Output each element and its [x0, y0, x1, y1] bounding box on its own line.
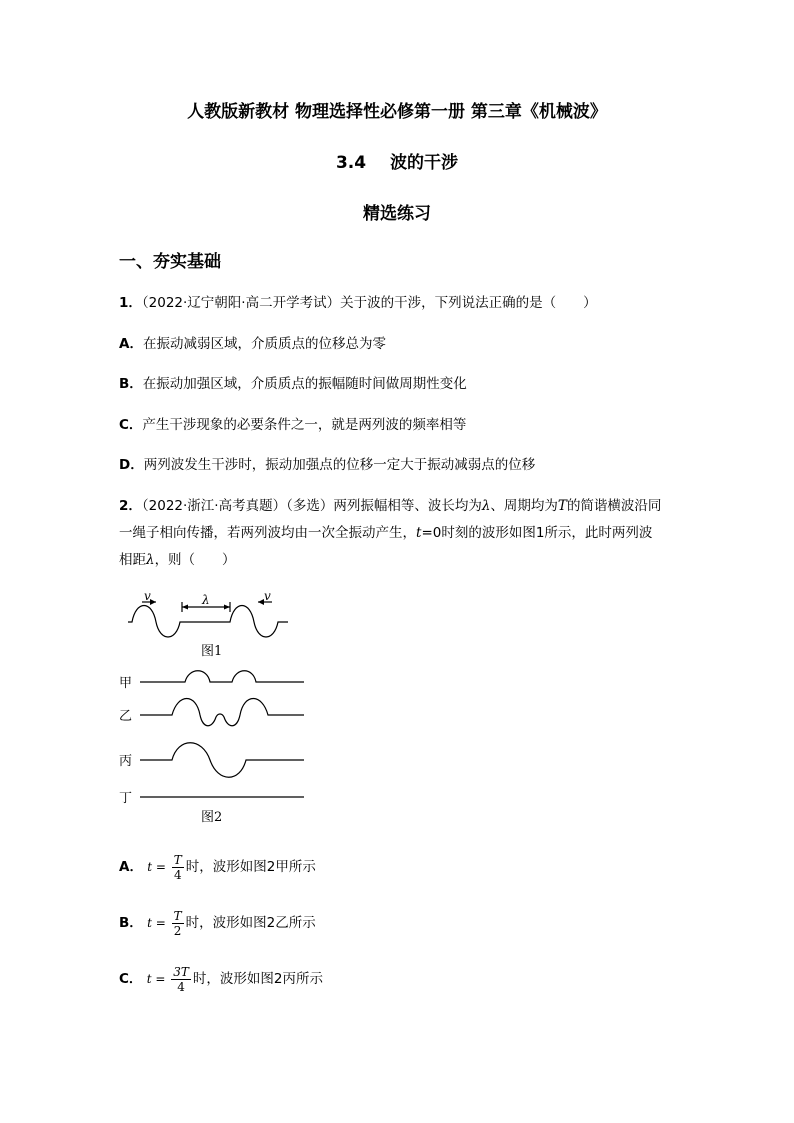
question-text: （2022·浙江·高考真题）（多选）两列振幅相等、波长均为 — [141, 498, 482, 514]
wave-figure — [110, 585, 320, 830]
fraction-denominator: 4 — [177, 979, 185, 994]
section-name: 波的干涉 — [390, 153, 459, 173]
q1-option-c — [119, 412, 466, 439]
row-label-bing: 丙 — [119, 754, 133, 769]
arrowhead-icon — [182, 605, 188, 610]
option-text: 在振动加强区域，介质质点的振幅随时间做周期性变化 — [142, 376, 467, 392]
fig1-caption: 图1 — [201, 644, 223, 659]
row-label-yi: 乙 — [119, 709, 133, 724]
option-letter: A． — [119, 336, 143, 352]
arrowhead-icon — [150, 599, 156, 605]
question-2-line-2 — [119, 520, 652, 547]
fraction-denominator: 2 — [173, 923, 182, 938]
fig2-row-yi — [140, 699, 304, 726]
option-letter: B． — [119, 376, 143, 392]
question-text: 的简谐横波沿同 — [566, 498, 662, 514]
section-heading — [0, 148, 794, 173]
section-number: 3.4 — [335, 153, 367, 173]
q2-option-a — [119, 850, 316, 884]
page-subtitle: 精选练习 — [363, 204, 431, 224]
equals-sign: = — [151, 972, 170, 986]
q2-option-b — [119, 906, 316, 940]
option-text: 产生干涉现象的必要条件之一，就是两列波的频率相等 — [142, 417, 467, 433]
question-text: 一绳子相向传播，若两列波均由一次全振动产生， — [119, 525, 416, 541]
fig1-wave — [128, 606, 288, 638]
fraction-numerator: T — [173, 852, 182, 867]
fraction-numerator: 3T — [173, 964, 189, 979]
fraction — [172, 853, 184, 882]
option-letter: C． — [119, 417, 143, 433]
fig1-v-right: v — [264, 589, 271, 603]
question-text: 相距 — [119, 552, 146, 568]
lambda-symbol: λ — [481, 498, 491, 514]
question-2-line-3 — [119, 547, 236, 574]
row-label-ding: 丁 — [119, 791, 133, 806]
time-symbol: t — [147, 860, 153, 874]
fig2-row-jia — [140, 671, 304, 682]
question-number: 2． — [119, 498, 142, 514]
option-letter: A． — [119, 859, 143, 875]
option-text: 在振动减弱区域，介质质点的位移总为零 — [142, 336, 386, 352]
fraction-numerator: T — [173, 908, 182, 923]
period-symbol: T — [557, 498, 567, 514]
lambda-symbol: λ — [146, 552, 155, 568]
row-label-jia: 甲 — [119, 676, 133, 691]
option-text: 时，波形如图2丙所示 — [192, 971, 323, 987]
question-stem: （2022·辽宁朝阳·高二开学考试）关于波的干涉，下列说法正确的是（ ） — [141, 295, 597, 311]
option-letter: D． — [119, 457, 144, 473]
time-symbol: t — [147, 916, 152, 930]
q2-option-c — [119, 962, 323, 996]
question-text: 、周期均为 — [490, 498, 558, 514]
fraction-denominator: 4 — [173, 867, 182, 882]
option-text: 两列波发生干涉时，振动加强点的位移一定大于振动减弱点的位移 — [143, 457, 536, 473]
equals-sign: = — [152, 860, 170, 874]
option-text: 时，波形如图2乙所示 — [185, 915, 316, 931]
fig1-lambda: λ — [202, 593, 210, 607]
q1-option-a — [119, 331, 386, 358]
time-symbol: t — [146, 972, 152, 986]
option-letter: C． — [119, 971, 143, 987]
fraction — [171, 965, 191, 994]
option-text: 时，波形如图2甲所示 — [185, 859, 316, 875]
arrowhead-icon — [224, 605, 230, 610]
q1-option-b — [119, 371, 467, 398]
option-letter: B． — [119, 915, 143, 931]
question-number: 1． — [119, 295, 142, 311]
question-2-line-1 — [119, 493, 661, 520]
question-text: =0时刻的波形如图1所示，此时两列波 — [421, 525, 653, 541]
question-1 — [119, 290, 597, 317]
equals-sign: = — [151, 916, 170, 930]
fig2-row-bing — [140, 743, 304, 778]
q1-option-d — [119, 452, 535, 479]
page-title: 人教版新教材 物理选择性必修第一册 第三章《机械波》 — [187, 102, 607, 122]
fig1-v-left: v — [144, 589, 151, 603]
time-symbol: t — [416, 525, 422, 541]
part-heading: 一、夯实基础 — [119, 252, 221, 272]
fraction — [172, 909, 184, 938]
question-text: ，则（ ） — [154, 552, 236, 568]
fig2-caption: 图2 — [201, 810, 223, 825]
